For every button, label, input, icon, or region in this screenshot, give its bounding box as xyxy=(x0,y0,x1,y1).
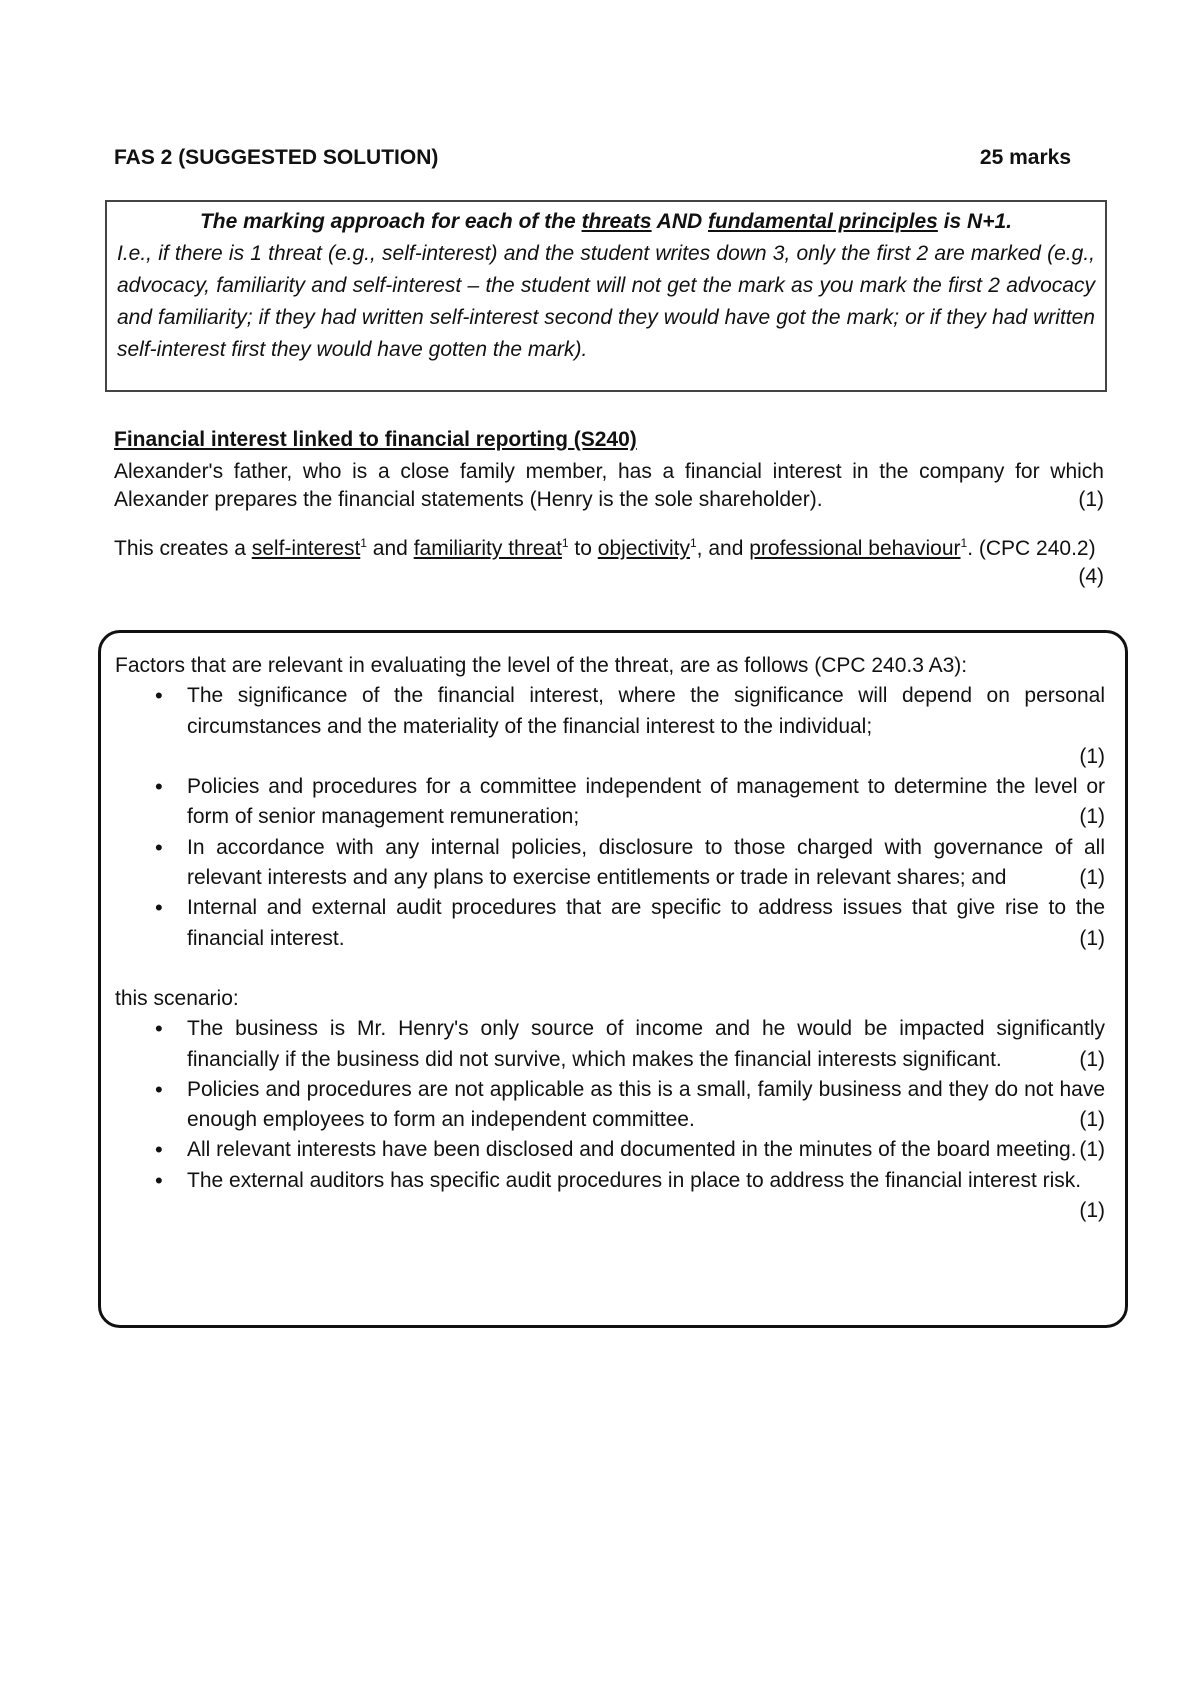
item-text: The business is Mr. Henry's only source of income and he would be impacted significantly financially if the business did not survive, which makes the financial interests significant. xyxy=(187,1017,1105,1071)
factors-box xyxy=(98,630,1128,1328)
factors-list xyxy=(115,681,1111,954)
marking-approach-note xyxy=(105,200,1107,392)
superscript: 1 xyxy=(360,536,367,550)
mark-value: (1) xyxy=(1079,805,1105,829)
mark-value: (4) xyxy=(1078,565,1104,588)
mark-value: (1) xyxy=(1079,866,1105,890)
list-item xyxy=(115,772,1111,833)
list-item xyxy=(115,681,1111,772)
mark-value: (1) xyxy=(1079,1138,1105,1162)
item-text: The significance of the financial interest, where the significance will depend on personal circumstances and the materiality of the financial interest to the individual; xyxy=(187,684,1105,738)
total-marks: 25 marks xyxy=(979,146,1071,169)
mark-value: (1) xyxy=(1079,1047,1105,1071)
note-title-text: AND xyxy=(651,210,708,233)
paragraph-threats xyxy=(114,535,1104,591)
principle-objectivity: objectivity xyxy=(597,537,690,560)
note-body: I.e., if there is 1 threat (e.g., self-interest) and the student writes down 3, only the first 2 are marked (e.g., advocacy, familiarity and self-interest – the student will not get the mark as you mark the first 2 advocacy and familiarity; if they had written self-interest second they would have got the mark; or if they had written self-interest first they would have gotten the mark). xyxy=(117,242,1095,361)
item-text: In accordance with any internal policies, disclosure to those charged with governance of all relevant interests and any plans to exercise entitlements or trade in relevant shares; and xyxy=(187,835,1105,890)
item-text: All relevant interests have been disclosed and documented in the minutes of the board meeting. xyxy=(187,1138,1077,1162)
mark-value: (1) xyxy=(1079,1199,1105,1223)
scenario-intro: this scenario: xyxy=(115,986,239,1010)
threat-self-interest: self-interest xyxy=(251,537,361,560)
text: . (CPC 240.2) xyxy=(967,537,1096,560)
threat-familiarity: familiarity threat xyxy=(413,537,562,560)
list-item xyxy=(115,893,1111,954)
superscript: 1 xyxy=(561,536,569,550)
list-item xyxy=(115,833,1111,894)
page-title: FAS 2 (SUGGESTED SOLUTION) xyxy=(114,146,439,169)
superscript: 1 xyxy=(960,536,968,550)
section-heading: Financial interest linked to financial reporting (S240) xyxy=(114,428,637,451)
text: This creates a xyxy=(114,537,252,560)
mark-value: (1) xyxy=(1078,488,1104,511)
mark-value: (1) xyxy=(1079,744,1105,768)
note-title-text: The marking approach for each of the xyxy=(199,210,582,233)
page-header xyxy=(114,146,1071,170)
superscript: 1 xyxy=(689,536,697,550)
factors-intro: Factors that are relevant in evaluating the level of the threat, are as follows (CPC 240.3 A3): xyxy=(115,654,968,677)
item-text: Policies and procedures for a committee independent of management to determine the level or form of senior management remuneration; xyxy=(187,775,1105,829)
text: and xyxy=(366,537,414,560)
mark-value: (1) xyxy=(1079,926,1105,950)
text: to xyxy=(568,537,598,560)
paragraph-text: Alexander's father, who is a close family member, has a financial interest in the company for which Alexander prepares the financial statements (Henry is the sole shareholder). xyxy=(114,460,1104,511)
list-item xyxy=(115,1166,1111,1223)
item-text: Internal and external audit procedures that are specific to address issues that give rise to the financial interest. xyxy=(187,896,1105,950)
item-text: The external auditors has specific audit procedures in place to address the financial interest risk. xyxy=(187,1168,1082,1192)
principle-professional-behaviour: professional behaviour xyxy=(749,537,961,560)
scenario-list xyxy=(115,1014,1111,1223)
list-item xyxy=(115,1075,1111,1136)
item-text: Policies and procedures are not applicable as this is a small, family business and they do not have enough employees to form an independent committee. xyxy=(187,1077,1105,1132)
paragraph-financial-interest xyxy=(114,458,1104,514)
note-title xyxy=(117,206,1095,238)
note-title-text: is N+1. xyxy=(937,210,1012,233)
note-title-threats: threats xyxy=(581,210,652,233)
list-item xyxy=(115,1135,1111,1165)
mark-value: (1) xyxy=(1079,1108,1105,1132)
note-title-principles: fundamental principles xyxy=(707,210,938,233)
list-item xyxy=(115,1014,1111,1075)
text: , and xyxy=(696,537,750,560)
